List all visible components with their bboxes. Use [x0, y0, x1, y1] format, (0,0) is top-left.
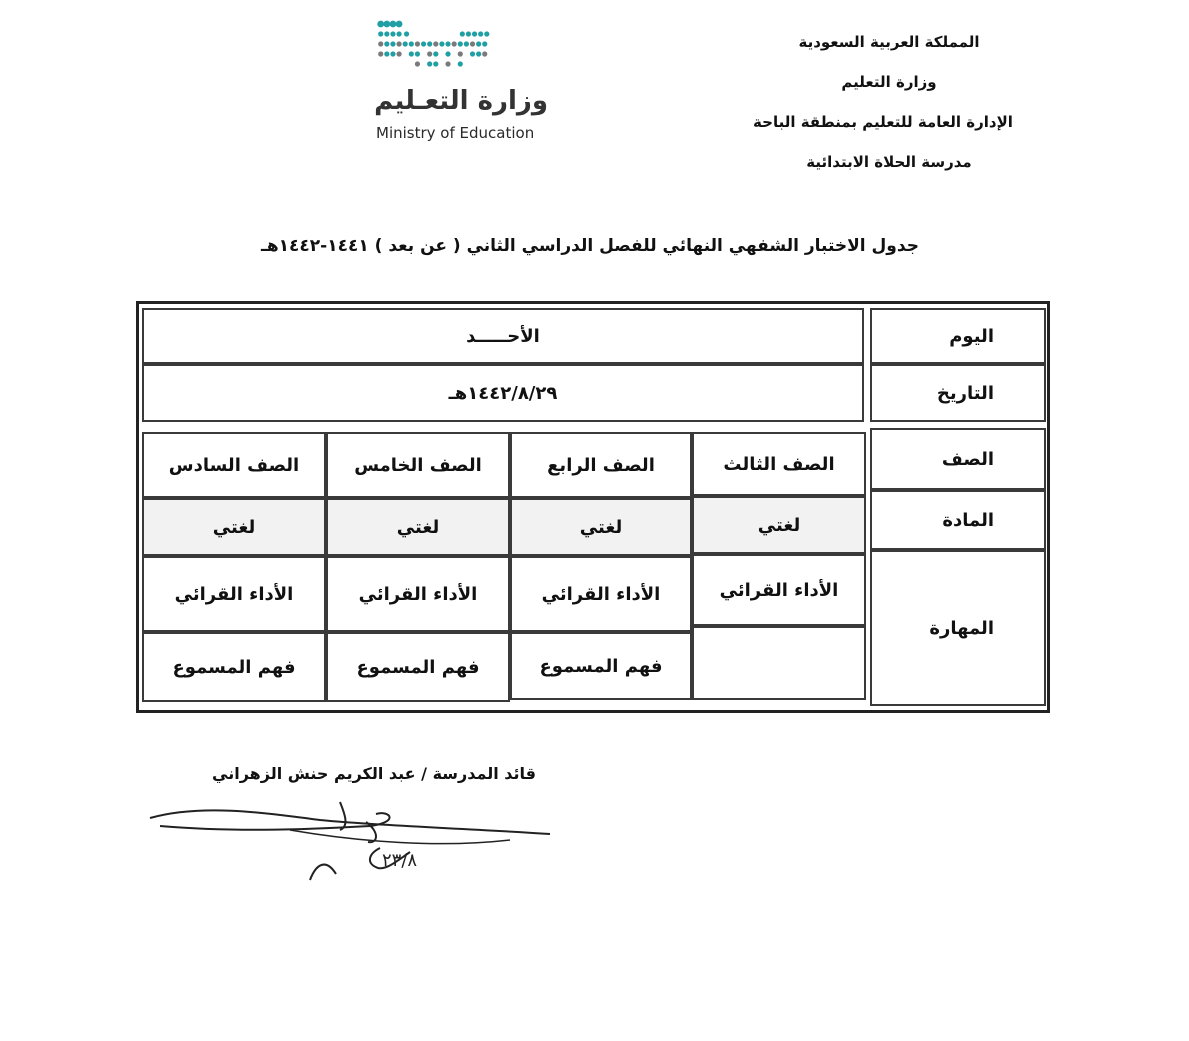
skill-cell: الأداء القرائي: [692, 554, 866, 626]
logo-dot: [378, 41, 383, 46]
logo-dot: [484, 31, 489, 36]
logo-dot: [384, 31, 389, 36]
header-line-school: مدرسة الحلاة الابتدائية: [806, 153, 972, 171]
day-value: الأحـــــد: [142, 308, 864, 364]
page-title: جدول الاختبار الشفهي النهائي للفصل الدراسي الثاني ( عن بعد ) ١٤٤١-١٤٤٢هـ: [261, 236, 919, 256]
subject-label: المادة: [870, 490, 1046, 550]
logo-dot: [415, 41, 420, 46]
logo-dot: [421, 41, 426, 46]
logo-dot: [396, 31, 401, 36]
logo-dot: [445, 41, 450, 46]
logo-dot: [404, 31, 409, 36]
skill-cell: فهم المسموع: [326, 632, 510, 702]
principal-name: قائد المدرسة / عبد الكريم حنش الزهراني: [212, 764, 536, 783]
day-label: اليوم: [870, 308, 1046, 364]
logo-dot: [482, 51, 487, 56]
skill-cell: الأداء القرائي: [510, 556, 692, 632]
signature-date: ٢٣/٨: [382, 850, 418, 871]
logo-dot: [445, 61, 450, 66]
logo-dot: [390, 31, 395, 36]
logo-dot: [433, 41, 438, 46]
logo-dot: [396, 41, 401, 46]
subject-cell: لغتي: [692, 496, 866, 554]
logo-dot: [445, 51, 450, 56]
logo-dot: [377, 21, 384, 28]
logo-dot: [433, 51, 438, 56]
logo-dot: [427, 61, 432, 66]
subject-cell: لغتي: [510, 498, 692, 556]
logo-dot: [383, 21, 390, 28]
grade-cell: الصف الثالث: [692, 432, 866, 496]
logo-dot: [390, 51, 395, 56]
logo-english-text: Ministry of Education: [376, 124, 535, 142]
logo-dot: [396, 21, 403, 28]
logo-dot: [378, 51, 383, 56]
header-line-kingdom: المملكة العربية السعودية: [798, 33, 980, 51]
logo-dot: [390, 21, 397, 28]
logo-dot: [409, 41, 414, 46]
logo-dot: [478, 31, 483, 36]
logo-dot: [427, 41, 432, 46]
logo-arabic-text: وزارة التعـليم: [374, 86, 548, 116]
signature: [140, 792, 570, 902]
header-line-ministry: وزارة التعليم: [841, 73, 937, 91]
skill-cell: فهم المسموع: [510, 632, 692, 700]
logo-dot: [427, 51, 432, 56]
skill-cell-empty: [692, 626, 866, 700]
logo-dot: [470, 41, 475, 46]
logo-dot: [458, 51, 463, 56]
date-label: التاريخ: [870, 364, 1046, 422]
logo-dot: [458, 61, 463, 66]
logo-dot: [415, 61, 420, 66]
logo-dot: [396, 51, 401, 56]
logo-dot: [390, 41, 395, 46]
grade-label: الصف: [870, 428, 1046, 490]
header-line-directorate: الإدارة العامة للتعليم بمنطقة الباحة: [753, 113, 1013, 131]
logo-dot: [470, 51, 475, 56]
logo-dot: [466, 31, 471, 36]
skill-label: المهارة: [870, 550, 1046, 706]
logo-dot: [476, 51, 481, 56]
date-value: ١٤٤٢/٨/٢٩هـ: [142, 364, 864, 422]
skill-cell: فهم المسموع: [142, 632, 326, 702]
grade-cell: الصف الرابع: [510, 432, 692, 498]
logo-dot: [384, 51, 389, 56]
logo-dot: [482, 41, 487, 46]
logo-dot: [452, 41, 457, 46]
skill-cell: الأداء القرائي: [142, 556, 326, 632]
logo-dot: [384, 41, 389, 46]
logo-dot: [458, 41, 463, 46]
logo-dot: [433, 61, 438, 66]
grade-cell: الصف الخامس: [326, 432, 510, 498]
logo-dot: [464, 41, 469, 46]
logo-dot: [460, 31, 465, 36]
logo-dot: [409, 51, 414, 56]
subject-cell: لغتي: [326, 498, 510, 556]
logo-dot: [439, 41, 444, 46]
logo-dot: [403, 41, 408, 46]
subject-cell: لغتي: [142, 498, 326, 556]
grade-cell: الصف السادس: [142, 432, 326, 498]
skill-cell: الأداء القرائي: [326, 556, 510, 632]
school-header: [739, 22, 1039, 182]
logo-dot: [472, 31, 477, 36]
logo-dot: [476, 41, 481, 46]
logo-dot: [415, 51, 420, 56]
logo-dot: [378, 31, 383, 36]
